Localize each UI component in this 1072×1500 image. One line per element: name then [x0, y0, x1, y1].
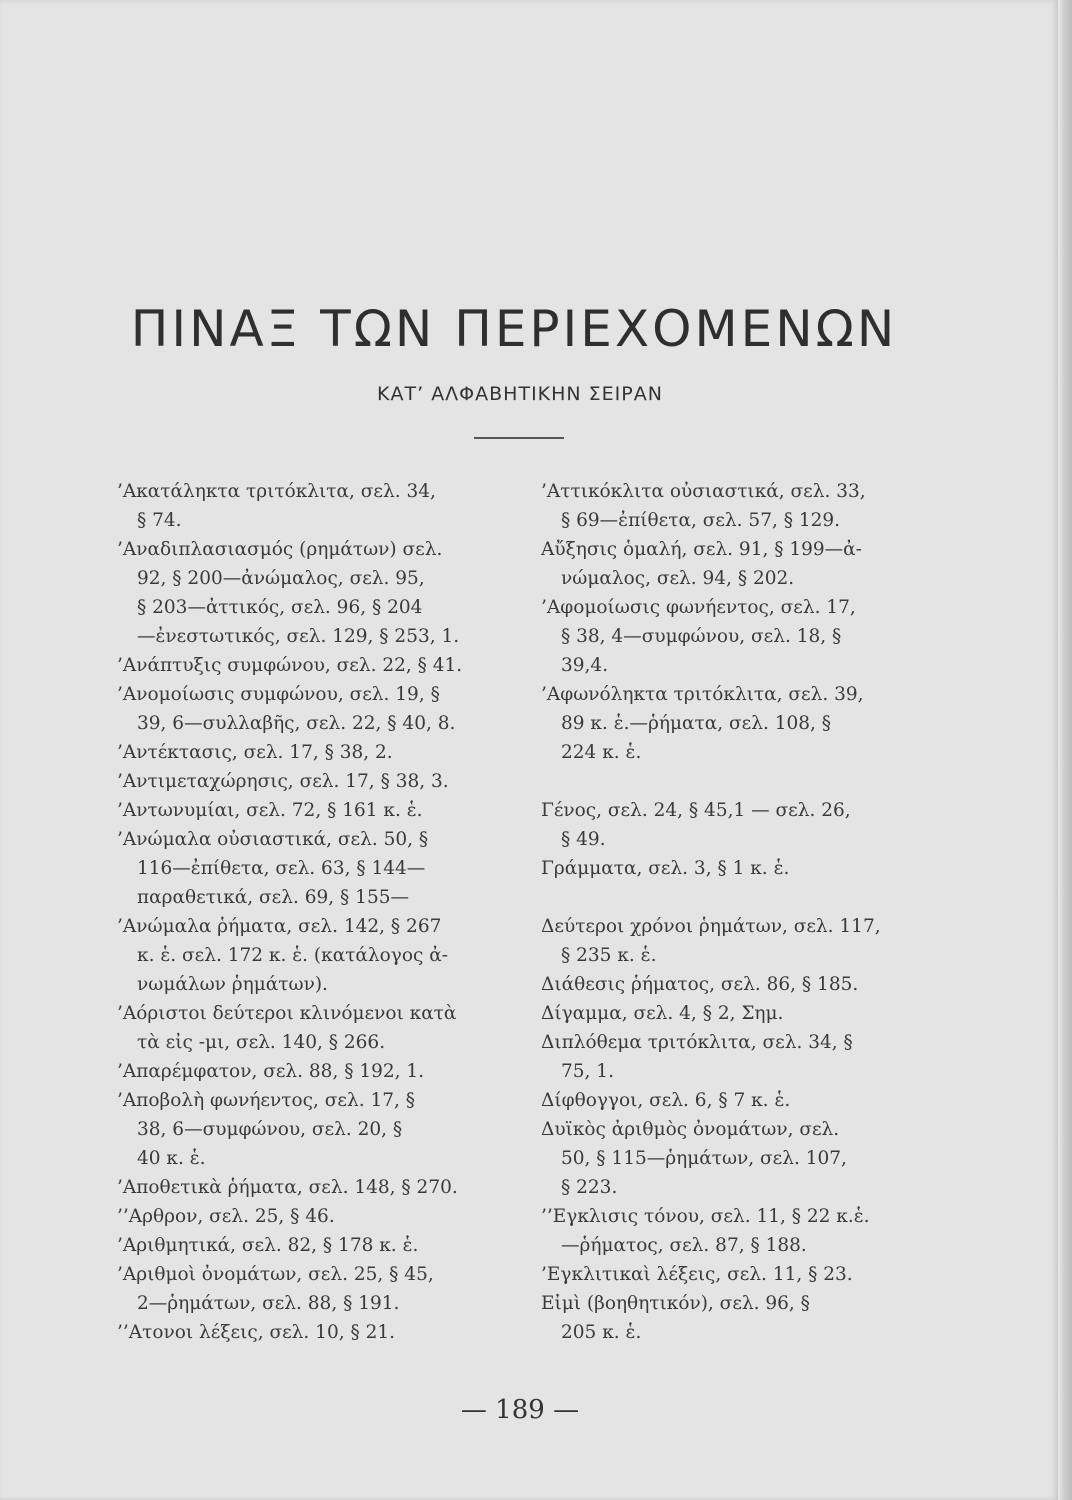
index-entry-line: ’Αττικόκλιτα οὐσιαστικά, σελ. 33, [541, 481, 866, 502]
index-entry-line: —ῥήματος, σελ. 87, § 188. [561, 1235, 807, 1256]
index-entry-line: ’Αριθμοὶ ὀνομάτων, σελ. 25, § 45, [117, 1264, 434, 1285]
index-entry-line: ’Αριθμητικά, σελ. 82, § 178 κ. ἑ. [117, 1235, 419, 1256]
index-entry-line: 116—ἐπίθετα, σελ. 63, § 144— [137, 858, 426, 879]
index-entry-line: ’Αποθετικὰ ῥήματα, σελ. 148, § 270. [117, 1177, 458, 1198]
index-entry-line: § 203—ἀττικός, σελ. 96, § 204 [137, 597, 423, 618]
index-entry-line: 92, § 200—ἀνώμαλος, σελ. 95, [137, 568, 425, 589]
index-entry-line: ’Ανομοίωσις συμφώνου, σελ. 19, § [117, 684, 440, 705]
index-entry-line: 205 κ. ἑ. [561, 1322, 642, 1343]
page-number: — 189 — [460, 1395, 580, 1425]
index-entry-line: Δίφθογγοι, σελ. 6, § 7 κ. ἑ. [541, 1090, 791, 1111]
index-entry-line: κ. ἑ. σελ. 172 κ. ἑ. (κατάλογος ἀ- [137, 945, 448, 966]
index-entry-line: ’Εγκλιτικαὶ λέξεις, σελ. 11, § 23. [541, 1264, 853, 1285]
index-entry-line: ’Ανώμαλα ῥήματα, σελ. 142, § 267 [117, 916, 442, 937]
index-entry-line: Διάθεσις ῥήματος, σελ. 86, § 185. [541, 974, 859, 995]
page-subtitle: ΚΑΤ’ ΑΛΦΑΒΗΤΙΚΗΝ ΣΕΙΡΑΝ [377, 383, 663, 405]
index-entry-line: 2—ῥημάτων, σελ. 88, § 191. [137, 1293, 400, 1314]
index-entry-line: Διπλόθεμα τριτόκλιτα, σελ. 34, § [541, 1032, 853, 1053]
index-entry-line: Δεύτεροι χρόνοι ῥημάτων, σελ. 117, [541, 916, 881, 937]
index-entry-line: ’Αντιμεταχώρησις, σελ. 17, § 38, 3. [117, 771, 449, 792]
entry-gap [541, 883, 921, 912]
index-entry-line: Εἰμὶ (βοηθητικόν), σελ. 96, § [541, 1293, 810, 1314]
entry-gap [541, 767, 921, 796]
index-entry-line: ’Αφωνόληκτα τριτόκλιτα, σελ. 39, [541, 684, 864, 705]
index-entry-line: Δίγαμμα, σελ. 4, § 2, Σημ. [541, 1003, 784, 1024]
index-entry-line: ’Αντωνυμίαι, σελ. 72, § 161 κ. ἑ. [117, 800, 423, 821]
index-entry-line: παραθετικά, σελ. 69, § 155— [137, 887, 409, 908]
index-entry-line: —ἐνεστωτικός, σελ. 129, § 253, 1. [137, 626, 460, 647]
index-entry-line: § 49. [561, 829, 606, 850]
title-divider [474, 437, 564, 439]
index-entry-line: ’Ανώμαλα οὐσιαστικά, σελ. 50, § [117, 829, 429, 850]
index-entry-line: ’Αναδιπλασιασμός (ρημάτων) σελ. [117, 539, 443, 560]
index-entry-line: § 69—ἐπίθετα, σελ. 57, § 129. [561, 510, 841, 531]
index-entry-line: Γένος, σελ. 24, § 45,1 — σελ. 26, [541, 800, 851, 821]
index-entry-line: 89 κ. ἑ.—ῥήματα, σελ. 108, § [561, 713, 832, 734]
index-entry-line: τὰ εἰς -μι, σελ. 140, § 266. [137, 1032, 386, 1053]
index-entry-line: Γράμματα, σελ. 3, § 1 κ. ἑ. [541, 858, 790, 879]
index-entry-line: ’Απαρέμφατον, σελ. 88, § 192, 1. [117, 1061, 425, 1082]
index-entry-line: ’Αποβολὴ φωνήεντος, σελ. 17, § [117, 1090, 416, 1111]
index-column-left [117, 477, 487, 1347]
index-column-right [541, 477, 921, 1347]
index-entry-line: § 74. [137, 510, 182, 531]
index-entry-line: § 38, 4—συμφώνου, σελ. 18, § [561, 626, 842, 647]
index-entry-line: 40 κ. ἑ. [137, 1148, 206, 1169]
index-entry-line: ’Ανάπτυξις συμφώνου, σελ. 22, § 41. [117, 655, 463, 676]
index-entry-line: νωμάλων ῥημάτων). [137, 974, 328, 995]
index-entry-line: νώμαλος, σελ. 94, § 202. [561, 568, 795, 589]
index-entry-line: ’Αντέκτασις, σελ. 17, § 38, 2. [117, 742, 393, 763]
index-entry-line: ’’Ατονοι λέξεις, σελ. 10, § 21. [117, 1322, 396, 1343]
index-entry-line: 224 κ. ἑ. [561, 742, 642, 763]
index-entry-line: ’’Αρθρον, σελ. 25, § 46. [117, 1206, 335, 1227]
index-entry-line: 39, 6—συλλαβῆς, σελ. 22, § 40, 8. [137, 713, 456, 734]
index-entry-line: 50, § 115—ῥημάτων, σελ. 107, [561, 1148, 847, 1169]
index-entry-line: 39,4. [561, 655, 609, 676]
index-entry-line: 75, 1. [561, 1061, 614, 1082]
index-entry-line: ’Ακατάληκτα τριτόκλιτα, σελ. 34, [117, 481, 436, 502]
index-entry-line: Αὔξησις ὁμαλή, σελ. 91, § 199—ἀ- [541, 539, 862, 560]
index-entry-line: Δυϊκὸς ἀριθμὸς ὀνομάτων, σελ. [541, 1119, 840, 1140]
index-entry-line: 38, 6—συμφώνου, σελ. 20, § [137, 1119, 403, 1140]
index-entry-line: ’Αφομοίωσις φωνήεντος, σελ. 17, [541, 597, 856, 618]
index-entry-line: ’Αόριστοι δεύτεροι κλινόμενοι κατὰ [117, 1003, 457, 1024]
index-entry-line: ’’Εγκλισις τόνου, σελ. 11, § 22 κ.ἑ. [541, 1206, 870, 1227]
index-entry-line: § 223. [561, 1177, 618, 1198]
page-title: ΠΙΝΑΞ ΤΩΝ ΠΕΡΙΕΧΟΜΕΝΩΝ [130, 300, 898, 358]
page-edge [1058, 0, 1072, 1500]
index-entry-line: § 235 κ. ἑ. [561, 945, 657, 966]
